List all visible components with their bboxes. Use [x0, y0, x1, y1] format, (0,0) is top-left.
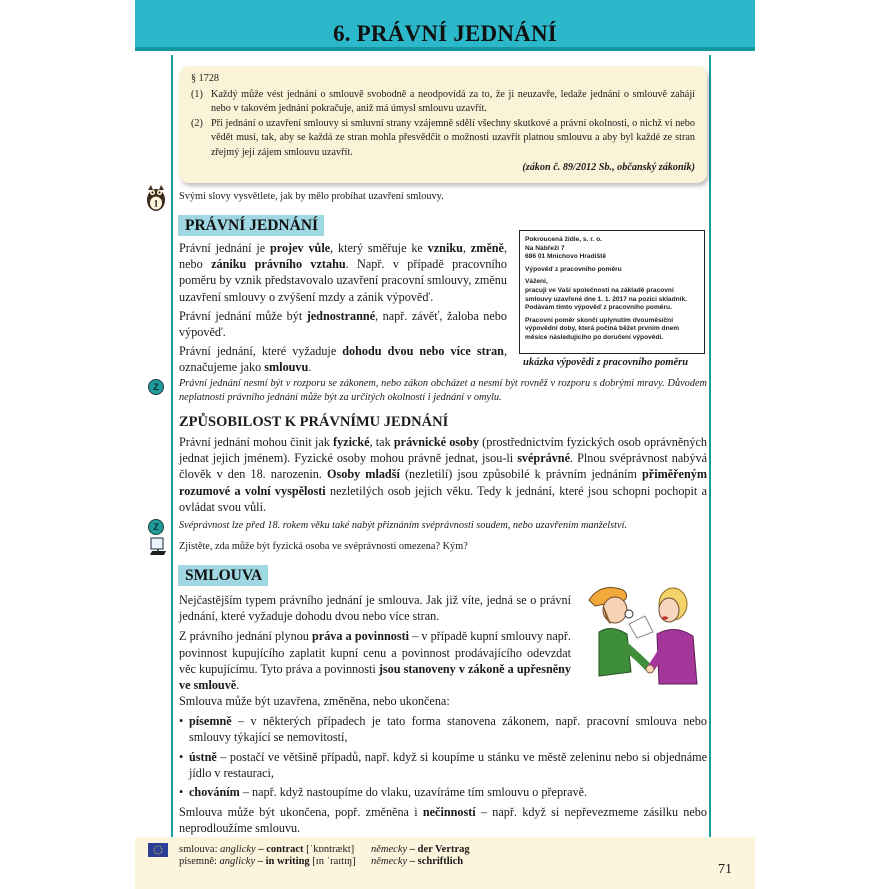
paragraph: Smlouva může být uzavřena, změněna, nebo ukončena:	[179, 694, 450, 708]
page-number: 71	[718, 862, 732, 877]
eu-flag-icon	[148, 843, 168, 857]
letter-subject: Výpověď z pracovního poměru	[525, 265, 622, 273]
section-heading-zpusobilost: ZPŮSOBILOST K PRÁVNÍMU JEDNÁNÍ	[179, 414, 449, 430]
paragraph: Právní jednání, které vyžaduje dohodu dvou nebo více stran, označujeme jako smlouvu.	[179, 344, 507, 375]
section-body	[179, 693, 707, 841]
note-text: Právní jednání nesmí být v rozporu se zákonem, nebo zákon obcházet a nesmí být rovněž v rozporu s dobrými mravy. Důvodem neplatnosti právního jednání může být za určitých okolností i jednání v omylu.	[179, 378, 707, 403]
letter-company: Pokroucená židle, s. r. o.	[525, 236, 602, 243]
list-item: • písemně – v některých případech je tato forma stanovena zákonem, např. pracovní smlouva nebo smlouvy týkající se nemovitostí,	[179, 713, 707, 745]
left-margin-rule	[171, 55, 173, 837]
law-paragraph-text: Každý může vést jednání o smlouvě svobodně a neodpovídá za to, že ji neuzavře, ledaže jednání o smlouvě zahájí nebo v takovém jednání pokračuje, aniž má úmysl smlouvu uzavřít.	[211, 88, 695, 114]
vocab-row: písemně: anglicky – in writing [ɪn ˈraɪtɪŋ] německy – schriftlich	[179, 856, 464, 867]
textbook-page	[135, 0, 755, 889]
computer-icon	[148, 537, 168, 557]
svg-text:1: 1	[153, 198, 159, 209]
vocabulary-box	[179, 844, 470, 868]
question-text: Svými slovy vysvětlete, jak by mělo probíhat uzavření smlouvy.	[179, 191, 444, 202]
paragraph: Smlouva může být ukončena, popř. změněna i nečinností – např. když si nepřevezmeme zásilku nebo neprodloužíme smlouvu.	[179, 805, 707, 836]
chapter-title: 6. PRÁVNÍ JEDNÁNÍ	[333, 21, 557, 46]
note-text: Svéprávnost lze před 18. rokem věku také nabýt přiznáním svéprávnosti soudem, nebo uzavřením manželství.	[179, 520, 628, 531]
z-note-icon: Z	[148, 519, 164, 535]
letter-greeting: Vážení,	[525, 278, 548, 286]
letter-body: Pracovní poměr skončí uplynutím dvouměsíční výpovědní doby, která počíná běžet prvním dnem měsíce následujícího po doručení výpovědi.	[525, 316, 680, 341]
law-paragraph-text: Při jednání o uzavření smlouvy si smluvní strany vzájemně sdělí všechny skutkové a právní okolnosti, o nichž ví nebo vědět musí, tak, aby se každá ze stran mohla přesvědčit o možnosti uzavřít platnou smlouvu a aby byl každé ze stran zřejmý její zájem smlouvu uzavřít.	[211, 117, 695, 158]
law-paragraph-number: (1)	[191, 88, 203, 100]
letter-street: Na Nábřeží 7	[525, 244, 565, 252]
law-paragraph-number: (2)	[191, 117, 203, 129]
section-heading-pravni-jednani: PRÁVNÍ JEDNÁNÍ	[178, 215, 324, 236]
letter-body: pracuji ve Vaší společnosti na základě pracovní smlouvy uzavřené dne 1. 1. 2017 na pozici skladník. Podávám tímto výpověď z pracovního poměru.	[525, 286, 687, 312]
paragraph: Nejčastějším typem právního jednání je smlouva. Jak již víte, jedná se o právní jednání, které vyžaduje dohodu dvou nebo více stran.	[179, 593, 571, 624]
paragraph: Právní jednání může být jednostranné, např. závěť, žaloba nebo výpověď.	[179, 308, 507, 340]
law-paragraph	[191, 88, 695, 117]
handshake-illustration	[581, 576, 711, 686]
section-body	[179, 592, 571, 697]
section-body: Právní jednání mohou činit jak fyzické, tak právnické osoby (prostřednictvím fyzických osob oprávněných jednat jejich jménem). Fyzické osoby mohou právně jednat, jsou-li svéprávné. Plnou svéprávnost nabývá člověk v den 18. narozenin. Osoby mladší (nezletilí) jsou způsobilé k právním jednáním přiměřeným rozumové a volní vyspělosti nezletilých osob jejich věku. Tedy k jednání, které jsou schopni pochopit a ovládat svou vůlí.	[179, 435, 707, 514]
law-source: (zákon č. 89/2012 Sb., občanský zákoník)	[522, 162, 695, 173]
law-excerpt-box	[179, 66, 707, 183]
question-text: Zjistěte, zda může být fyzická osoba ve svéprávnosti omezena? Kým?	[179, 541, 468, 552]
owl-icon	[145, 184, 167, 212]
figure-caption: ukázka výpovědi z pracovního poměru	[523, 357, 689, 368]
contract-forms-list	[179, 713, 707, 800]
sample-letter-figure	[519, 230, 705, 354]
page-footer	[135, 837, 755, 889]
list-item: • ústně – postačí ve většině případů, např. když si koupíme u stánku ve městě zeleninu nebo si objednáme jídlo v restauraci,	[179, 749, 707, 781]
vocab-row: smlouva: anglicky – contract [ˈkɒntrækt] německy – der Vertrag	[179, 844, 470, 855]
paragraph: Právní jednání je projev vůle, který směřuje ke vzniku, změně, nebo zániku právního vztahu. Např. v případě pracovního poměru by vznik představovalo uzavření pracovní smlouvy, změnu uzavření smlouvy o zvýšení mzdy a zánik výpověď.	[179, 241, 508, 304]
section-heading-smlouva: SMLOUVA	[178, 565, 268, 586]
law-paragraph	[191, 117, 695, 161]
list-item: • chováním – např. když nastoupíme do vlaku, uzavíráme tím smlouvu o přepravě.	[179, 784, 707, 800]
letter-city: 686 01 Mnichovo Hradiště	[525, 253, 606, 261]
section-body	[179, 240, 507, 379]
chapter-header	[135, 0, 755, 51]
law-section-number: § 1728	[191, 73, 220, 84]
paragraph: Z právního jednání plynou práva a povinnosti – v případě kupní smlouvy např. povinnost kupujícího zaplatit kupní cenu a povinnost prodávajícího odevzdat věc kupujícímu. Tyto práva a povinnosti jsou stanoveny v zákoně a upřesněny ve smlouvě.	[179, 629, 572, 693]
z-note-icon: Z	[148, 379, 164, 395]
right-margin-rule	[709, 55, 711, 837]
